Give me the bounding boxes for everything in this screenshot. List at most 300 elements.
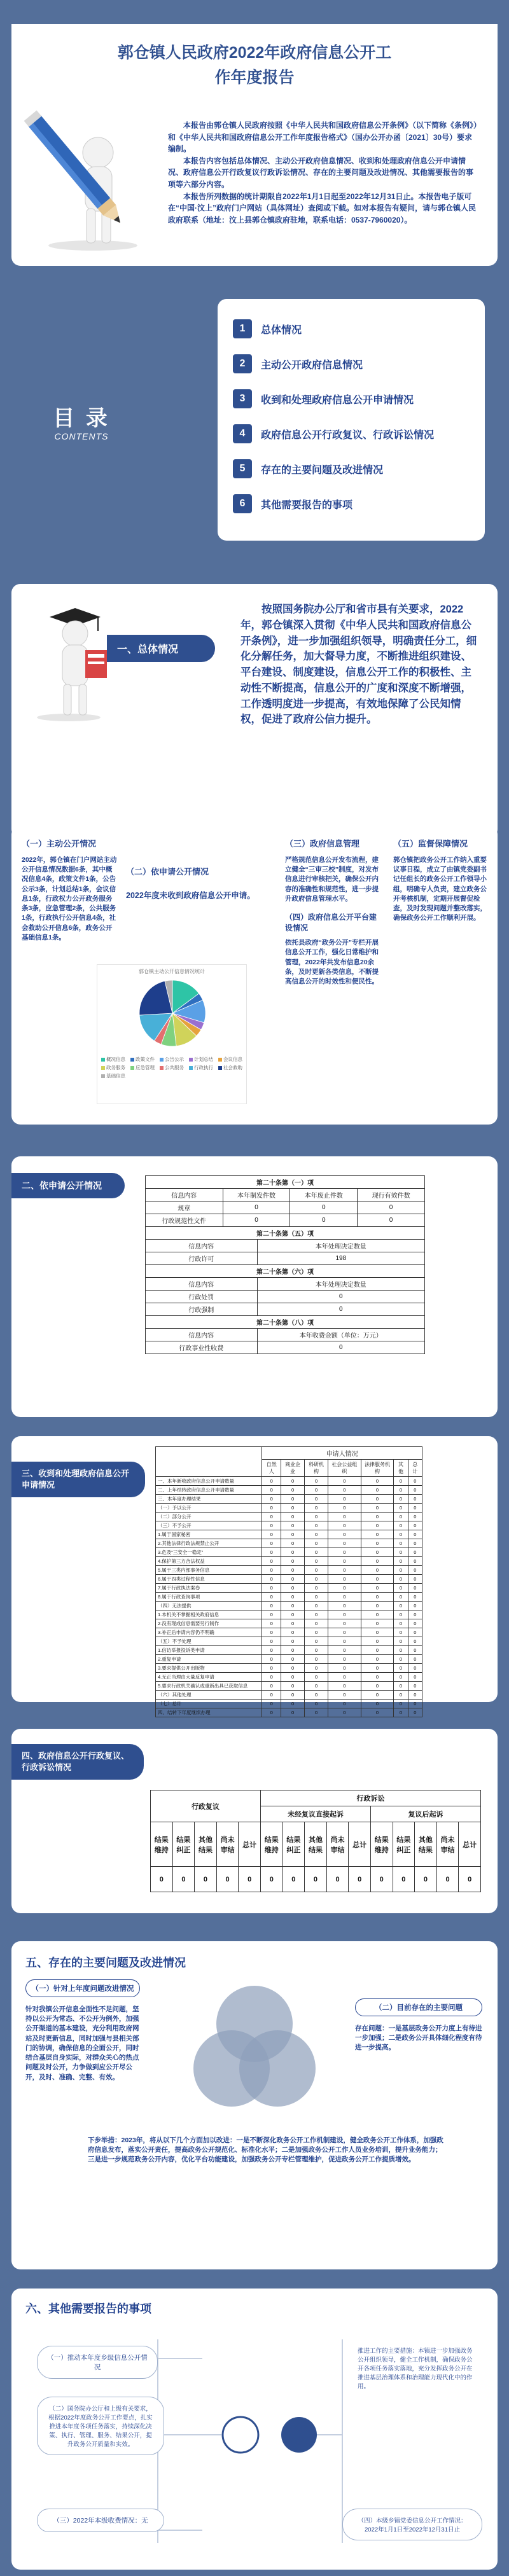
row-cell: 0 — [305, 1700, 328, 1708]
row-cell: 0 — [361, 1548, 394, 1557]
row-cell: 0 — [262, 1504, 281, 1513]
row-cell: 0 — [328, 1637, 361, 1646]
requests-sub-header: 其他 — [394, 1460, 408, 1477]
row-cell: 0 — [361, 1521, 394, 1530]
row-cell: 0 — [305, 1655, 328, 1664]
row-cell: 0 — [262, 1673, 281, 1682]
row-cell: 0 — [281, 1610, 305, 1619]
toc-item[interactable]: 1 总体情况 — [233, 313, 470, 345]
row-cell: 0 — [305, 1477, 328, 1486]
row-label: 5.要求行政机关确认或重新出具已获取信息 — [156, 1682, 262, 1691]
requests-top-header: 申请人情况 — [262, 1447, 422, 1460]
toc-item[interactable]: 6 其他需要报告的事项 — [233, 488, 470, 520]
row-label: （三）不予公开 — [156, 1521, 262, 1530]
row-cell: 0 — [305, 1664, 328, 1673]
row-cell: 0 — [328, 1655, 361, 1664]
row-cell: 0 — [328, 1513, 361, 1521]
table-row — [156, 1673, 422, 1682]
row-cell: 0 — [394, 1504, 408, 1513]
table-item-5: 第二十条第（五）项 信息内容 本年处理决定数量 行政许可 198 — [145, 1226, 425, 1265]
row-cell: 0 — [408, 1486, 422, 1495]
row-cell: 0 — [305, 1521, 328, 1530]
review-value: 0 — [305, 1867, 327, 1892]
row-cell: 0 — [305, 1513, 328, 1521]
table-row — [156, 1486, 422, 1495]
row-cell: 0 — [408, 1557, 422, 1566]
row-cell: 0 — [281, 1566, 305, 1575]
table-row — [156, 1646, 422, 1655]
toc-item[interactable]: 4 政府信息公开行政复议、行政诉讼情况 — [233, 418, 470, 450]
table-row — [156, 1628, 422, 1637]
row-cell: 0 — [262, 1655, 281, 1664]
row-label: 3.补正后申请内容仍不明确 — [156, 1628, 262, 1637]
pie-legend-item — [101, 1072, 125, 1079]
right-problem-text: 存在问题：一是基层政务公开力度上有待进一步加强；二是政务公开具体细化程度有待进一步提高。 — [355, 2025, 482, 2052]
row-cell: 0 — [361, 1539, 394, 1548]
pie-legend-item — [189, 1064, 213, 1071]
problems-card — [11, 1941, 498, 2269]
overview-text: 按照国务院办公厅和省市县有关要求，2022年，郭仓镇深入贯彻《中华人民共和国政府信息公开条例》，进一步加强组织领导，明确责任分工，细化分解任务，加大督导力度，不断推进组织建设、平台建设、制度建设，信息公开工作的积极性、主动性不断提高，信息公开的广度和深度不断增强，工作透明度进一步提高，有效地保障了公民知情权，促进了政府公信力提升。 — [241, 604, 477, 726]
row-cell: 0 — [281, 1477, 305, 1486]
row-cell: 0 — [361, 1575, 394, 1584]
row-cell: 0 — [361, 1584, 394, 1593]
info-management-text: 严格规范信息公开发布流程，建立健全“三审三校”制度，对发布信息进行审核把关，确保公开内容的准确性和规范性，进一步提升政府信息管理水平。 — [285, 856, 379, 903]
row-cell: 0 — [394, 1700, 408, 1708]
row-cell: 0 — [262, 1637, 281, 1646]
table-row — [156, 1637, 422, 1646]
row-cell: 0 — [262, 1619, 281, 1628]
row-cell: 0 — [305, 1602, 328, 1610]
review-col-header: 结果纠正 — [172, 1822, 195, 1867]
row-cell: 0 — [281, 1504, 305, 1513]
row-cell: 0 — [361, 1486, 394, 1495]
review-value: 0 — [216, 1867, 239, 1892]
row-cell: 0 — [281, 1548, 305, 1557]
lit-col-header: 总计 — [349, 1822, 371, 1867]
table-row — [156, 1708, 422, 1717]
row-cell: 0 — [361, 1530, 394, 1539]
litigation-group-header: 行政诉讼 — [260, 1790, 480, 1806]
legend-label: 行政执行 — [194, 1065, 213, 1070]
row-cell: 0 — [262, 1513, 281, 1521]
row-cell: 0 — [328, 1575, 361, 1584]
overview-card — [11, 584, 498, 838]
legend-swatch — [101, 1066, 105, 1070]
row-cell: 0 — [281, 1655, 305, 1664]
other-card — [11, 2289, 498, 2570]
header-card — [11, 24, 498, 266]
pie-legend-item — [218, 1064, 242, 1071]
table-row — [156, 1584, 422, 1593]
pie-legend — [97, 1055, 246, 1081]
row-cell: 0 — [394, 1708, 408, 1717]
requests-sub-header: 自然人 — [262, 1460, 281, 1477]
pie-legend-item — [101, 1056, 125, 1063]
row-cell: 0 — [262, 1486, 281, 1495]
row-cell: 0 — [262, 1664, 281, 1673]
review-value: 0 — [326, 1867, 349, 1892]
row-cell: 0 — [262, 1530, 281, 1539]
row-cell: 0 — [394, 1628, 408, 1637]
left-problem-title: （一）针对上年度问题改进情况 — [25, 1979, 140, 1997]
row-cell: 0 — [408, 1548, 422, 1557]
row-cell: 0 — [408, 1646, 422, 1655]
row-cell: 0 — [262, 1682, 281, 1691]
review-value: 0 — [349, 1867, 371, 1892]
review-value: 0 — [282, 1867, 305, 1892]
row-cell: 0 — [305, 1619, 328, 1628]
apply-tables — [145, 1175, 425, 1354]
row-label: 4.无正当理由大量反复申请 — [156, 1673, 262, 1682]
row-cell: 0 — [361, 1513, 394, 1521]
row-cell: 0 — [262, 1602, 281, 1610]
lit-col-header: 结果维持 — [370, 1822, 393, 1867]
row-cell: 0 — [328, 1477, 361, 1486]
requests-sub-header: 商业企业 — [281, 1460, 305, 1477]
legend-label: 社会救助 — [223, 1065, 242, 1070]
overview-details-card — [11, 826, 498, 1125]
legend-swatch — [101, 1058, 105, 1062]
row-cell: 0 — [361, 1504, 394, 1513]
review-col-header: 尚未审结 — [216, 1822, 239, 1867]
apply-card — [11, 1156, 498, 1417]
table-row — [156, 1682, 422, 1691]
row-label: 3.危及“三安全一稳定” — [156, 1548, 262, 1557]
legend-label: 计划总结 — [194, 1056, 213, 1062]
row-cell: 0 — [305, 1628, 328, 1637]
toc-subtitle: CONTENTS — [54, 431, 109, 441]
requests-card — [11, 1436, 498, 1715]
detail-col-2 — [126, 837, 272, 902]
row-cell: 0 — [408, 1513, 422, 1521]
intro-paragraph-2: 本报告内容包括总体情况、主动公开政府信息情况、收到和处理政府信息公开申请情况、政府信息公开行政复议行政诉讼情况、存在的主要问题及改进情况、其他需要报告的事项等六部分内容。 — [168, 156, 474, 189]
row-cell: 0 — [408, 1682, 422, 1691]
supervision-text: 郭仓镇把政务公开工作纳入重要议事日程，成立了由镇党委副书记任组长的政务公开工作领导小组，明确专人负责，建立政务公开考核机制，定期开展督促检查，及时发现问题并整改落实，确保政务公开工作顺利开展。 — [393, 856, 487, 922]
row-cell: 0 — [328, 1566, 361, 1575]
report-title: 郭仓镇人民政府2022年政府信息公开工 作年度报告 — [117, 44, 392, 87]
row-cell: 0 — [361, 1691, 394, 1700]
review-col-header: 结果维持 — [151, 1822, 173, 1867]
toc-title: 目 录 — [53, 406, 110, 431]
review-value: 0 — [195, 1867, 217, 1892]
row-cell: 0 — [361, 1557, 394, 1566]
row-cell: 0 — [328, 1486, 361, 1495]
row-cell: 0 — [262, 1557, 281, 1566]
row-cell: 0 — [281, 1521, 305, 1530]
review-value: 0 — [415, 1867, 437, 1892]
requests-tab: 三、收到和处理政府信息公开申请情况 — [11, 1462, 145, 1497]
detail-col-4 — [393, 837, 489, 924]
row-cell: 0 — [262, 1646, 281, 1655]
row-cell: 0 — [394, 1637, 408, 1646]
row-cell: 0 — [262, 1708, 281, 1717]
row-cell: 0 — [328, 1708, 361, 1717]
table-row — [156, 1557, 422, 1566]
row-cell: 0 — [281, 1708, 305, 1717]
row-label: 2.重复申请 — [156, 1655, 262, 1664]
row-cell: 0 — [262, 1539, 281, 1548]
review-table — [150, 1790, 481, 1892]
table-row — [156, 1495, 422, 1504]
table-item-6: 第二十条第（六）项 信息内容 本年处理决定数量 行政处罚 0 行政强制 0 — [145, 1264, 425, 1316]
lit-col-header: 其他结果 — [305, 1822, 327, 1867]
table-row — [156, 1504, 422, 1513]
table-row — [156, 1521, 422, 1530]
row-cell: 0 — [328, 1664, 361, 1673]
row-label: 一、本年新收政府信息公开申请数量 — [156, 1477, 262, 1486]
legend-swatch — [189, 1066, 193, 1070]
row-cell: 0 — [408, 1619, 422, 1628]
review-value: 0 — [393, 1867, 415, 1892]
table-row — [156, 1593, 422, 1602]
row-cell: 0 — [328, 1628, 361, 1637]
row-cell: 0 — [328, 1521, 361, 1530]
row-label: 2.其他法律行政法规禁止公开 — [156, 1539, 262, 1548]
row-label: 8.属于行政查询事项 — [156, 1593, 262, 1602]
row-cell: 0 — [262, 1548, 281, 1557]
row-cell: 0 — [281, 1700, 305, 1708]
row-cell: 0 — [281, 1486, 305, 1495]
table-row — [156, 1655, 422, 1664]
row-cell: 0 — [281, 1557, 305, 1566]
legend-swatch — [189, 1058, 193, 1062]
pencil-figure-illustration — [29, 100, 157, 253]
other-item-4: 推进工作的主要措施：本镇进一步加强政务公开组织领导，健全工作机制，确保政务公开各项任务落实落地，充分发挥政务公开在推进基层治理体系和治理能力现代化中的作用。 — [349, 2339, 482, 2397]
row-cell: 0 — [408, 1637, 422, 1646]
lit-col-header: 结果纠正 — [393, 1822, 415, 1867]
row-cell: 0 — [394, 1655, 408, 1664]
row-cell: 0 — [361, 1495, 394, 1504]
row-cell: 0 — [408, 1575, 422, 1584]
legend-swatch — [160, 1058, 164, 1062]
table-row — [156, 1575, 422, 1584]
row-cell: 0 — [361, 1655, 394, 1664]
row-cell: 0 — [305, 1530, 328, 1539]
row-label: 四、结转下年度继续办理 — [156, 1708, 262, 1717]
row-cell: 0 — [328, 1539, 361, 1548]
row-cell: 0 — [281, 1593, 305, 1602]
right-problem-block — [355, 1998, 482, 2053]
row-cell: 0 — [262, 1610, 281, 1619]
row-cell: 0 — [281, 1628, 305, 1637]
row-cell: 0 — [361, 1477, 394, 1486]
row-cell: 0 — [408, 1584, 422, 1593]
row-label: 1.信访举报投诉类申请 — [156, 1646, 262, 1655]
legend-label: 概况信息 — [106, 1056, 125, 1062]
toc-item[interactable]: 2 主动公开政府信息情况 — [233, 348, 470, 380]
other-item-3: （三）2022年本级收费情况：无 — [37, 2509, 164, 2532]
pie-legend-item — [130, 1064, 155, 1071]
review-col-header: 总计 — [239, 1822, 261, 1867]
row-cell: 0 — [394, 1602, 408, 1610]
row-cell: 0 — [262, 1691, 281, 1700]
legend-label: 公告公示 — [165, 1056, 184, 1062]
row-cell: 0 — [394, 1521, 408, 1530]
review-value: 0 — [459, 1867, 481, 1892]
row-cell: 0 — [281, 1602, 305, 1610]
requests-table — [155, 1446, 422, 1717]
row-cell: 0 — [328, 1691, 361, 1700]
row-cell: 0 — [408, 1521, 422, 1530]
legend-swatch — [160, 1066, 164, 1070]
row-label: （二）部分公开 — [156, 1513, 262, 1521]
row-cell: 0 — [281, 1637, 305, 1646]
toc-item[interactable]: 3 收到和处理政府信息公开申请情况 — [233, 383, 470, 415]
row-cell: 0 — [305, 1646, 328, 1655]
other-heading: 六、其他需要报告的事项 — [25, 2302, 151, 2315]
apply-disclosure-text: 2022年度未收到政府信息公开申请。 — [126, 891, 255, 900]
table-item-8: 第二十条第（八）项 信息内容 本年收费金额（单位：万元） 行政事业性收费 0 — [145, 1315, 425, 1354]
row-cell: 0 — [262, 1521, 281, 1530]
row-cell: 0 — [394, 1691, 408, 1700]
row-cell: 0 — [305, 1486, 328, 1495]
row-cell: 0 — [305, 1566, 328, 1575]
row-cell: 0 — [328, 1593, 361, 1602]
row-cell: 0 — [262, 1700, 281, 1708]
row-cell: 0 — [328, 1530, 361, 1539]
row-cell: 0 — [328, 1673, 361, 1682]
row-cell: 0 — [281, 1575, 305, 1584]
apply-disclosure-heading: （二）依申请公开情况 — [126, 867, 209, 876]
row-cell: 0 — [281, 1646, 305, 1655]
table-row — [156, 1700, 422, 1708]
pie-chart-container — [97, 964, 247, 1104]
row-cell: 0 — [361, 1673, 394, 1682]
row-cell: 0 — [305, 1584, 328, 1593]
row-cell: 0 — [361, 1682, 394, 1691]
row-cell: 0 — [408, 1477, 422, 1486]
row-cell: 0 — [328, 1700, 361, 1708]
table-row — [156, 1610, 422, 1619]
table-row — [156, 1602, 422, 1610]
row-label: 二、上年结转政府信息公开申请数量 — [156, 1486, 262, 1495]
toc-card — [218, 299, 485, 541]
pie-chart-title: 郭仓镇主动公开信息情况统计 — [139, 969, 205, 974]
row-cell: 0 — [262, 1628, 281, 1637]
review-value: 0 — [151, 1867, 173, 1892]
pie-legend-item — [101, 1064, 125, 1071]
row-label: 2.没有现成信息需要另行制作 — [156, 1619, 262, 1628]
row-cell: 0 — [262, 1575, 281, 1584]
row-cell: 0 — [408, 1664, 422, 1673]
row-label: 7.属于行政执法案卷 — [156, 1584, 262, 1593]
review-card — [11, 1729, 498, 1913]
row-cell: 0 — [394, 1548, 408, 1557]
row-cell: 0 — [408, 1708, 422, 1717]
row-cell: 0 — [361, 1637, 394, 1646]
right-problem-title: （二）目前存在的主要问题 — [355, 1998, 482, 2016]
table-row — [156, 1530, 422, 1539]
row-label: （七）总计 — [156, 1700, 262, 1708]
lit-col-header: 结果纠正 — [282, 1822, 305, 1867]
pie-legend-item — [160, 1064, 184, 1071]
legend-label: 政策文件 — [136, 1056, 155, 1062]
row-cell: 0 — [262, 1584, 281, 1593]
review-value: 0 — [172, 1867, 195, 1892]
toc-item[interactable]: 5 存在的主要问题及改进情况 — [233, 453, 470, 485]
row-cell: 0 — [408, 1566, 422, 1575]
lit-col-header: 尚未审结 — [326, 1822, 349, 1867]
row-cell: 0 — [262, 1566, 281, 1575]
direct-suit-header: 未经复议直接起诉 — [260, 1806, 370, 1822]
row-cell: 0 — [281, 1530, 305, 1539]
row-label: （五）不予处理 — [156, 1637, 262, 1646]
supervision-heading: （五）监督保障情况 — [393, 839, 468, 848]
row-cell: 0 — [328, 1602, 361, 1610]
legend-label: 公共服务 — [165, 1065, 184, 1070]
table-row — [156, 1548, 422, 1557]
lit-col-header: 尚未审结 — [436, 1822, 459, 1867]
other-item-5: （四）本级乡镇党委信息公开工作情况：2022年1月1日至2022年12月31日止 — [342, 2509, 482, 2540]
row-cell: 0 — [305, 1682, 328, 1691]
row-cell: 0 — [305, 1673, 328, 1682]
row-cell: 0 — [328, 1646, 361, 1655]
legend-swatch — [130, 1066, 134, 1070]
row-cell: 0 — [305, 1557, 328, 1566]
row-cell: 0 — [394, 1566, 408, 1575]
legend-label: 应急管理 — [136, 1065, 155, 1070]
row-cell: 0 — [305, 1708, 328, 1717]
row-cell: 0 — [408, 1602, 422, 1610]
legend-swatch — [101, 1074, 105, 1078]
table-row — [156, 1619, 422, 1628]
row-cell: 0 — [328, 1548, 361, 1557]
left-problem-block — [25, 1979, 140, 2082]
row-cell: 0 — [408, 1655, 422, 1664]
intro-text — [168, 120, 480, 226]
row-cell: 0 — [408, 1691, 422, 1700]
lit-col-header: 结果维持 — [260, 1822, 282, 1867]
legend-label: 政务服务 — [106, 1065, 125, 1070]
requests-sub-header: 社会公益组织 — [328, 1460, 361, 1477]
review-col-header: 其他结果 — [195, 1822, 217, 1867]
row-cell: 0 — [394, 1664, 408, 1673]
pie-legend-item — [189, 1056, 213, 1063]
row-cell: 0 — [305, 1610, 328, 1619]
row-cell: 0 — [394, 1682, 408, 1691]
row-cell: 0 — [394, 1530, 408, 1539]
legend-label: 基础信息 — [106, 1073, 125, 1079]
review-value: 0 — [436, 1867, 459, 1892]
row-label: 1.属于国家秘密 — [156, 1530, 262, 1539]
row-cell: 0 — [281, 1539, 305, 1548]
pie-legend-item — [130, 1056, 155, 1063]
row-cell: 0 — [328, 1495, 361, 1504]
legend-swatch — [218, 1066, 222, 1070]
row-cell: 0 — [328, 1557, 361, 1566]
row-cell: 0 — [328, 1504, 361, 1513]
row-cell: 0 — [394, 1575, 408, 1584]
row-label: 5.属于三类内部事务信息 — [156, 1566, 262, 1575]
legend-label: 会议信息 — [223, 1056, 242, 1062]
row-cell: 0 — [305, 1539, 328, 1548]
row-cell: 0 — [394, 1539, 408, 1548]
left-problem-text: 针对我镇公开信息全面性不足问题，坚持以公开为常态、不公开为例外，加强公开渠道的基本建设，充分利用政府网站及时更新信息，同时加强与县相关部门的协调，确保信息的全面公开，同时结合基层自身实际，对群众关心的热点问题及时公开，力争做到应公开尽公开，及时、准确、完整、有效。 — [25, 2005, 139, 2081]
table-row — [156, 1513, 422, 1521]
row-cell: 0 — [305, 1504, 328, 1513]
row-cell: 0 — [408, 1700, 422, 1708]
row-label: 1.本机关不掌握相关政府信息 — [156, 1610, 262, 1619]
row-cell: 0 — [281, 1619, 305, 1628]
other-item-2: （二）国务院办公厅和上级有关要求，根据2022年度政务公开工作要点，扎实推进本年度各项任务落实，持续深化决策、执行、管理、服务、结果公开，提升政务公开质量和实效。 — [37, 2397, 164, 2455]
row-cell: 0 — [394, 1610, 408, 1619]
pie-chart — [97, 975, 248, 1051]
row-cell: 0 — [262, 1593, 281, 1602]
review-value: 0 — [260, 1867, 282, 1892]
row-cell: 0 — [305, 1548, 328, 1557]
row-cell: 0 — [281, 1673, 305, 1682]
row-cell: 0 — [281, 1495, 305, 1504]
